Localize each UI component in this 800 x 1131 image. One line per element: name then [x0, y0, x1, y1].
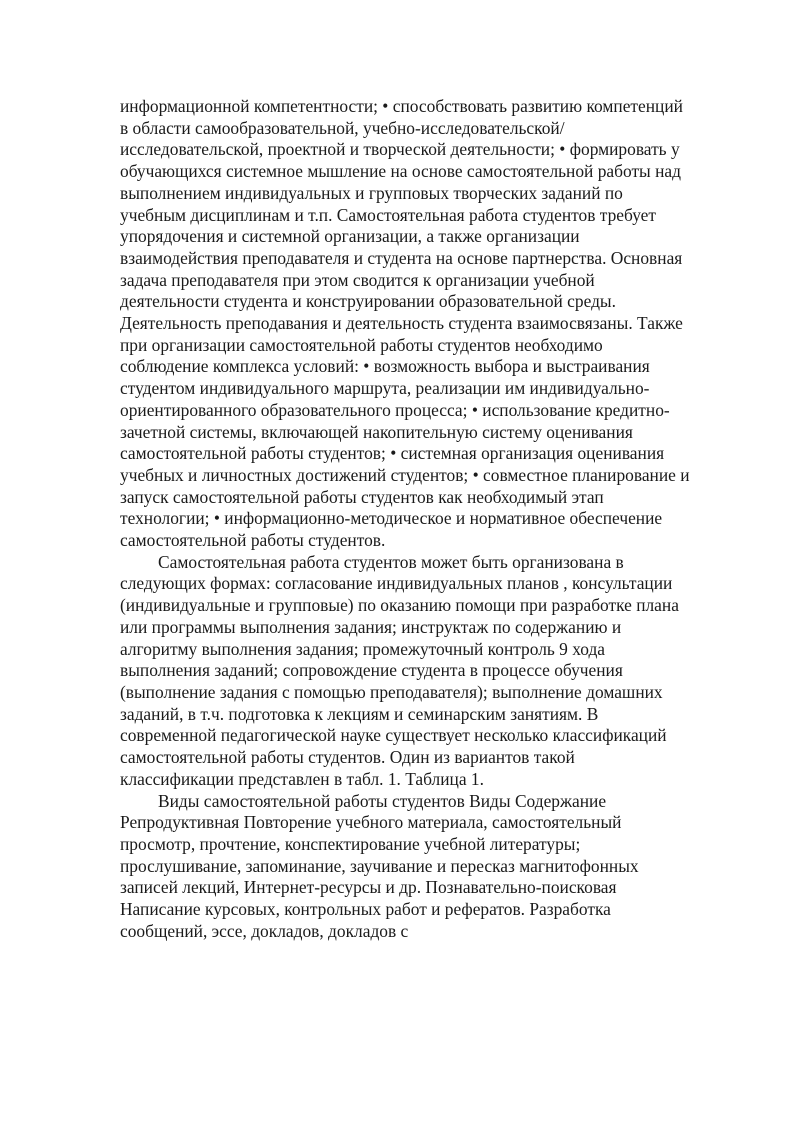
document-page: [120, 96, 692, 942]
paragraph-forms-of-work: Самостоятельная работа студентов может быть организована в следующих формах: согласование индивидуальных планов , консультации (индивидуальные и групповые) по оказанию помощи при разработке плана или программы выполнения задания; инструктаж по содержанию и алгоритму выполнения задания; промежуточный контроль 9 хода выполнения заданий; сопровождение студента в процессе обучения (выполнение задания с помощью преподавателя); выполнение домашних заданий, в т.ч. подготовка к лекциям и семинарским занятиям. В современной педагогической науке существует несколько классификаций самостоятельной работы студентов. Один из вариантов такой классификации представлен в табл. 1. Таблица 1.: [120, 551, 679, 789]
paragraph-goals-and-conditions: информационной компетентности; • способствовать развитию компетенций в области самообразовательной, учебно-исследовательской/исследовательской, проектной и творческой деятельности; • формировать у обучающихся системное мышление на основе самостоятельной работы над выполнением индивидуальных и групповых творческих заданий по учебным дисциплинам и т.п. Самостоятельная работа студентов требует упорядочения и системной организации, а также организации взаимодействия преподавателя и студента на основе партнерства. Основная задача преподавателя при этом сводится к организации учебной деятельности студента и конструировании образовательной среды. Деятельность преподавания и деятельность студента взаимосвязаны. Также при организации самостоятельной работы студентов необходимо соблюдение комплекса условий: • возможность выбора и выстраивания студентом индивидуального маршрута, реализации им индивидуально-ориентированного образовательного процесса; • использование кредитно-зачетной системы, включающей накопительную систему оценивания самостоятельной работы студентов; • системная организация оценивания учебных и личностных достижений студентов; • совместное планирование и запуск самостоятельной работы студентов как необходимый этап технологии; • информационно-методическое и нормативное обеспечение самостоятельной работы студентов.: [120, 96, 690, 551]
paragraph-table-content: Виды самостоятельной работы студентов Виды Содержание Репродуктивная Повторение учебного материала, самостоятельный просмотр, прочтение, конспектирование учебной литературы; прослушивание, запоминание, заучивание и пересказ магнитофонных записей лекций, Интернет-ресурсы и др. Познавательно-поисковая Написание курсовых, контрольных работ и рефератов. Разработка сообщений, эссе, докладов, докладов с: [120, 790, 639, 941]
